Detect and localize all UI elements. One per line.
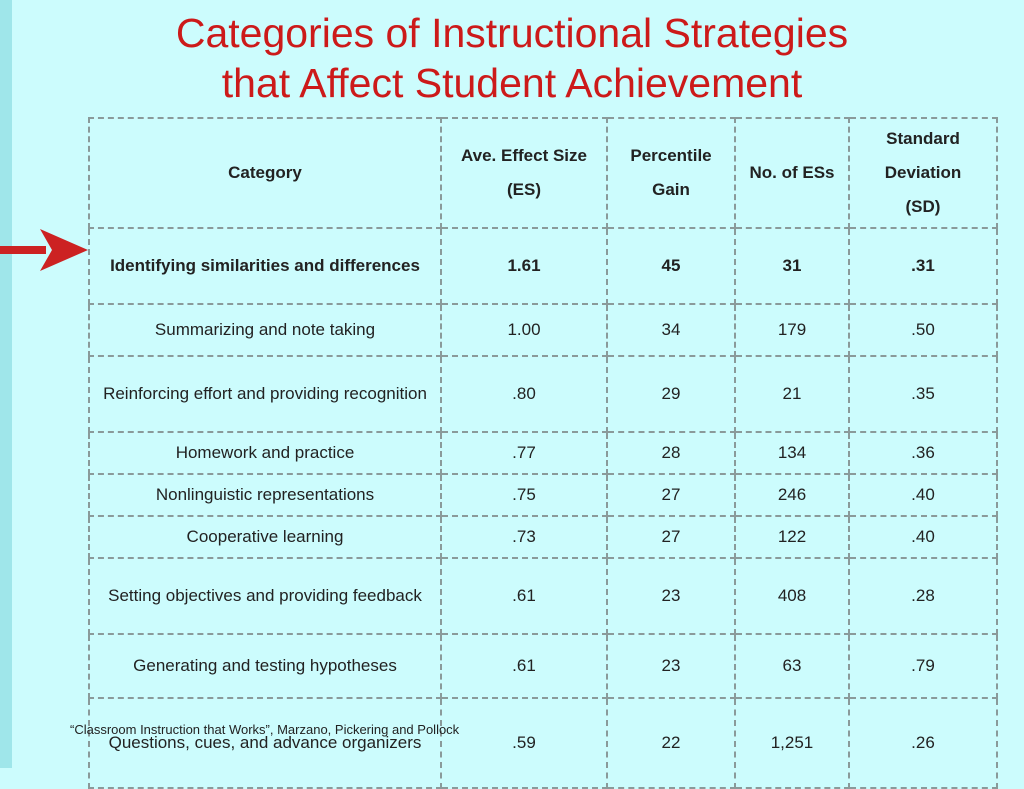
cell-percentile-gain: 34 (607, 304, 735, 356)
cell-effect-size: .77 (441, 432, 607, 474)
cell-effect-size: .73 (441, 516, 607, 558)
source-citation: “Classroom Instruction that Works”, Marzano, Pickering and Pollock (70, 722, 460, 737)
cell-category: Questions, cues, and advance organizers (89, 698, 441, 788)
cell-number-of-es: 134 (735, 432, 849, 474)
header-category: Category (89, 118, 441, 228)
cell-category: Summarizing and note taking (89, 304, 441, 356)
table-row (89, 634, 997, 698)
cell-standard-deviation: .35 (849, 356, 997, 432)
cell-number-of-es: 179 (735, 304, 849, 356)
cell-category: Generating and testing hypotheses (89, 634, 441, 698)
cell-percentile-gain: 27 (607, 474, 735, 516)
cell-percentile-gain: 27 (607, 516, 735, 558)
cell-percentile-gain: 23 (607, 634, 735, 698)
table-row (89, 228, 997, 304)
strategies-table (88, 117, 998, 789)
cell-percentile-gain: 23 (607, 558, 735, 634)
cell-number-of-es: 31 (735, 228, 849, 304)
header-standard-deviation: Standard Deviation (SD) (849, 118, 997, 228)
cell-standard-deviation: .79 (849, 634, 997, 698)
slide-title-line-1: Categories of Instructional Strategies (175, 10, 849, 56)
cell-effect-size: 1.00 (441, 304, 607, 356)
cell-category: Nonlinguistic representations (89, 474, 441, 516)
left-edge-strip (0, 0, 12, 768)
cell-standard-deviation: .40 (849, 474, 997, 516)
cell-number-of-es: 63 (735, 634, 849, 698)
cell-category: Reinforcing effort and providing recognition (89, 356, 441, 432)
table-row (89, 304, 997, 356)
table-row (89, 356, 997, 432)
table-row (89, 698, 997, 788)
cell-category: Cooperative learning (89, 516, 441, 558)
arrow-right-icon (0, 227, 90, 273)
slide-title (0, 8, 1024, 108)
header-effect-size: Ave. Effect Size (ES) (441, 118, 607, 228)
cell-effect-size: .61 (441, 558, 607, 634)
cell-percentile-gain: 29 (607, 356, 735, 432)
cell-standard-deviation: .50 (849, 304, 997, 356)
cell-number-of-es: 408 (735, 558, 849, 634)
table-row (89, 474, 997, 516)
cell-standard-deviation: .36 (849, 432, 997, 474)
header-number-of-es: No. of ESs (735, 118, 849, 228)
cell-number-of-es: 246 (735, 474, 849, 516)
cell-number-of-es: 21 (735, 356, 849, 432)
cell-effect-size: .80 (441, 356, 607, 432)
cell-standard-deviation: .26 (849, 698, 997, 788)
cell-standard-deviation: .40 (849, 516, 997, 558)
cell-number-of-es: 1,251 (735, 698, 849, 788)
cell-category: Setting objectives and providing feedback (89, 558, 441, 634)
cell-percentile-gain: 45 (607, 228, 735, 304)
table-row (89, 516, 997, 558)
cell-effect-size: .61 (441, 634, 607, 698)
table-header-row (89, 118, 997, 228)
cell-percentile-gain: 22 (607, 698, 735, 788)
cell-number-of-es: 122 (735, 516, 849, 558)
cell-effect-size: 1.61 (441, 228, 607, 304)
cell-standard-deviation: .28 (849, 558, 997, 634)
cell-category: Identifying similarities and differences (89, 228, 441, 304)
table-row (89, 558, 997, 634)
table-row (89, 432, 997, 474)
cell-percentile-gain: 28 (607, 432, 735, 474)
cell-effect-size: .59 (441, 698, 607, 788)
header-percentile-gain: Percentile Gain (607, 118, 735, 228)
cell-effect-size: .75 (441, 474, 607, 516)
cell-category: Homework and practice (89, 432, 441, 474)
cell-standard-deviation: .31 (849, 228, 997, 304)
slide-title-line-2: that Affect Student Achievement (221, 60, 803, 106)
